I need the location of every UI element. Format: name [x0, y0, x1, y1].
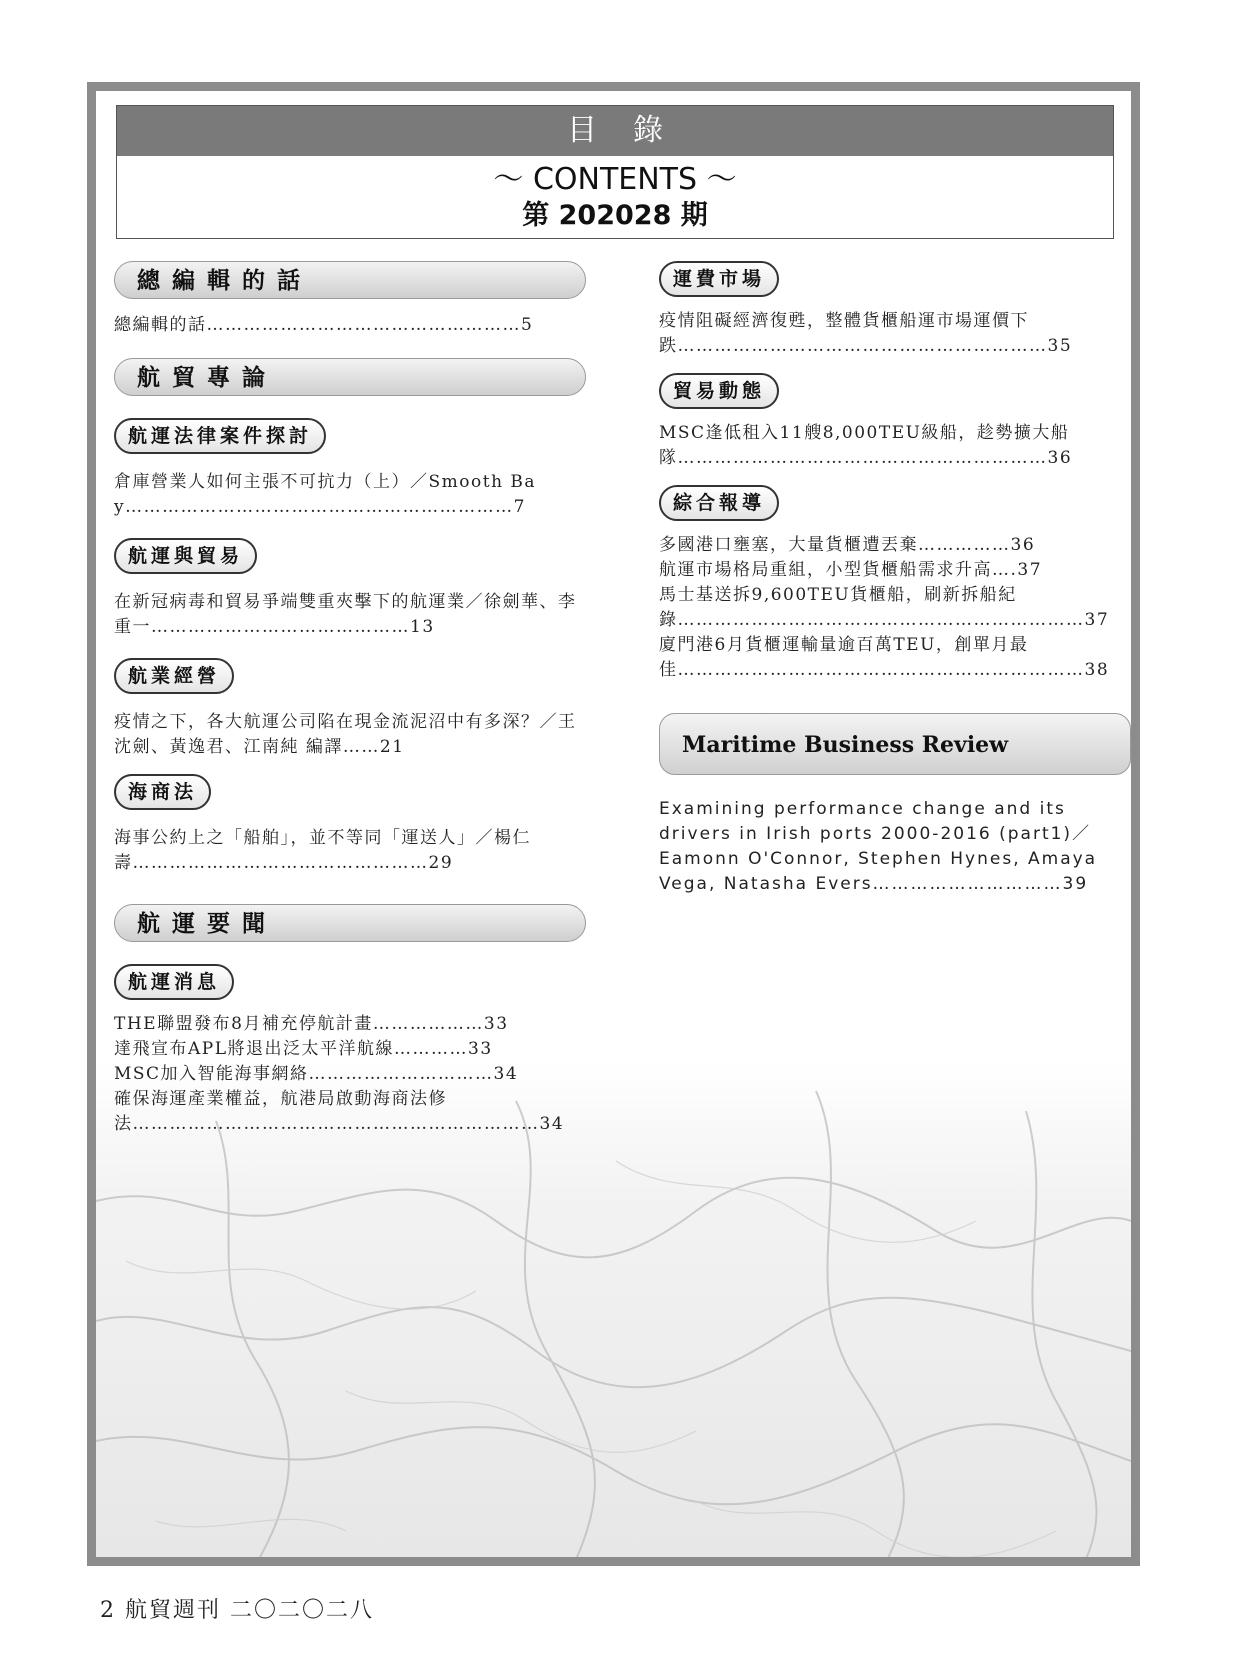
title-en: ～ CONTENTS ～ [493, 162, 737, 197]
toc-entry[interactable]: THE聯盟發布8月補充停航計畫………………33 [114, 1014, 509, 1034]
toc-entry[interactable]: 達飛宣布APL將退出泛太平洋航線…………33 [114, 1039, 493, 1059]
section-banner-editor: 總編輯的話 [114, 261, 586, 299]
toc-entry[interactable]: 海事公約上之「船舶」，並不等同「運送人」／楊仁壽…………………………………………29 [114, 828, 531, 873]
subsection-pill: 綜合報導 [659, 485, 779, 521]
subsection-pill: 貿易動態 [659, 373, 779, 409]
subsection-pill: 航運法律案件探討 [114, 418, 326, 454]
subsection-pill: 航運與貿易 [114, 538, 257, 574]
toc-entry[interactable]: 確保海運產業權益，航港局啟動海商法修法…………………………………………………………34 [114, 1089, 565, 1134]
toc-entry[interactable]: 疫情之下，各大航運公司陷在現金流泥沼中有多深？／王沈劍、黃逸君、江南純 編譯……21 [114, 712, 577, 757]
toc-entry[interactable]: MSC逢低租入11艘8,000TEU級船，趁勢擴大船隊……………………………………………………36 [659, 423, 1073, 468]
section-banner-news: 航運要聞 [114, 904, 586, 942]
subsection-pill: 航運消息 [114, 964, 234, 1000]
toc-entry[interactable]: 多國港口壅塞，大量貨櫃遭丟棄……………36 [659, 535, 1036, 555]
page-footer: 2 航貿週刊 二〇二〇二八 [100, 1598, 374, 1623]
subsection-pill: 運費市場 [659, 261, 779, 297]
subsection-pill: 海商法 [114, 774, 211, 810]
toc-entry[interactable]: 航運市場格局重組，小型貨櫃船需求升高….37 [659, 560, 1043, 580]
section-banner-commentary: 航貿專論 [114, 358, 586, 396]
contents-frame [87, 82, 1140, 1566]
left-column [114, 261, 586, 1137]
toc-entry-mbr[interactable]: Examining performance change and its drivers in Irish ports 2000-2016 (part1)／Eamonn O'Connor, Stephen Hynes, Amaya Vega, Natasha Evers…………………………39 [659, 799, 1098, 894]
subsection-pill: 航業經營 [114, 658, 234, 694]
issue-number: 第 202028 期 [522, 200, 708, 231]
toc-entry[interactable]: 馬士基送拆9,600TEU貨櫃船，刷新拆船紀錄…………………………………………………………37 [659, 585, 1110, 630]
toc-entry[interactable]: 在新冠病毒和貿易爭端雙重夾擊下的航運業／徐劍華、李重一……………………………………13 [114, 592, 577, 637]
title-cn: 目錄 [117, 106, 1113, 156]
toc-entry[interactable]: 廈門港6月貨櫃運輸量逾百萬TEU，創單月最佳…………………………………………………………38 [659, 635, 1110, 680]
section-banner-mbr: Maritime Business Review [659, 713, 1131, 775]
toc-entry[interactable]: 總編輯的話……………………………………………5 [114, 315, 534, 335]
right-column [659, 261, 1131, 897]
toc-entry[interactable]: MSC加入智能海事網絡…………………………34 [114, 1064, 519, 1084]
toc-entry[interactable]: 疫情阻礙經濟復甦，整體貨櫃船運市場運價下跌……………………………………………………35 [659, 311, 1073, 356]
toc-entry[interactable]: 倉庫營業人如何主張不可抗力（上）／Smooth Bay………………………………………………………7 [114, 472, 537, 517]
title-box [116, 105, 1114, 239]
